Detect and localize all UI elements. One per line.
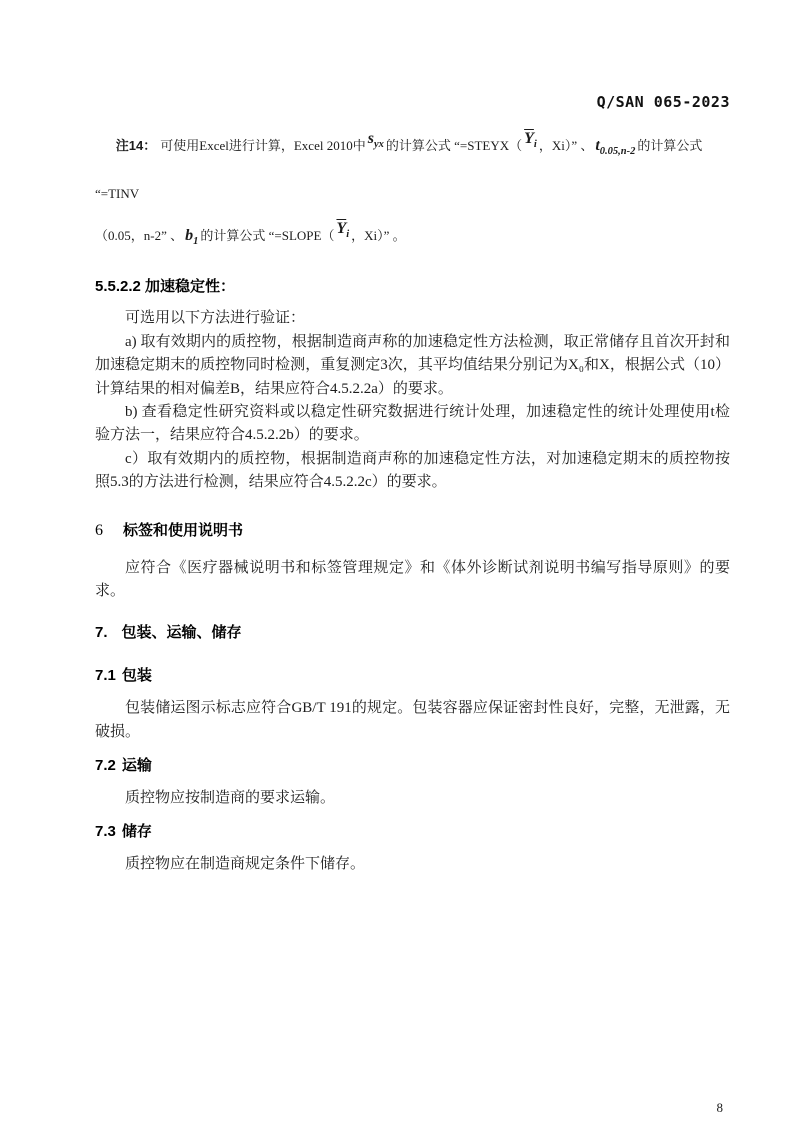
heading-7-3-title: 储存 xyxy=(121,822,152,840)
paragraph-item-a: a) 取有效期内的质控物，根据制造商声称的加速稳定性方法检测，取正常储存且首次开封和加速稳定期末的质控物同时检测，重复测定3次，其平均值结果分别记为X₀和X，根据公式（10）计算结果的相对偏差B，结果应符合4.5.2.2a）的要求。 xyxy=(95,333,730,397)
paragraph-intro-methods: 可选用以下方法进行验证： xyxy=(125,310,306,327)
heading-6-number: 6 xyxy=(95,521,103,539)
note-14-body: 可使用Excel进行计算，Excel 2010中 $s_{yx}$ 的计算公式 “=STEYX（ $\overline{Y}_i$ ，Xi）” 、 $t_{0.05,n-2}$ 的计算公式 “=TINV （0.05，n-2” 、 $b_1$ 的计算公式 “=SLOPE（ $\overline{Y}_i$ ，Xi）” 。 xyxy=(95,130,703,248)
paragraph-section-7-3: 质控物应在制造商规定条件下储存。 xyxy=(125,855,366,872)
heading-7-1-number: 7.1 xyxy=(95,667,116,685)
heading-7-3-number: 7.3 xyxy=(95,822,116,840)
heading-5-5-2-2: 5.5.2.2 加速稳定性： xyxy=(95,278,236,296)
heading-7-1 xyxy=(95,664,730,685)
heading-7-number: 7. xyxy=(95,624,108,642)
note-14-label: 注14： xyxy=(115,138,157,153)
document-number-header: Q/SAN 065-2023 xyxy=(596,93,730,111)
paragraph-item-b: b) 查看稳定性研究资料或以稳定性研究数据进行统计处理，加速稳定性的统计处理使用t检验方法一，结果应符合4.5.2.2b）的要求。 xyxy=(95,404,730,444)
paragraph-section-7-2: 质控物应按制造商的要求运输。 xyxy=(125,790,336,807)
math-variable: $s_{yx}$ xyxy=(367,130,384,151)
math-variable: $\overline{Y}_i$ xyxy=(336,220,350,241)
paragraph-section-7-1: 包装储运图示标志应符合GB/T 191的规定。包装容器应保证密封性良好，完整，无泄露，无破损。 xyxy=(95,700,730,740)
heading-7-3 xyxy=(95,820,730,841)
math-variable: $t_{0.05,n-2}$ xyxy=(595,137,636,158)
paragraph-item-c: c）取有效期内的质控物，根据制造商声称的加速稳定性方法，对加速稳定期末的质控物按照5.3的方法进行检测，结果应符合4.5.2.2c）的要求。 xyxy=(95,450,730,491)
heading-6-title: 标签和使用说明书 xyxy=(123,521,244,539)
heading-7-title: 包装、运输、储存 xyxy=(121,624,242,642)
page-number: 8 xyxy=(716,1100,723,1115)
math-variable: $b_1$ xyxy=(185,227,199,248)
math-variable: $\overline{Y}_i$ xyxy=(524,130,537,151)
heading-7-2 xyxy=(95,754,730,775)
heading-7-2-title: 运输 xyxy=(121,757,152,775)
heading-7-2-number: 7.2 xyxy=(95,757,116,775)
paragraph-section-6: 应符合《医疗器械说明书和标签管理规定》和《体外诊断试剂说明书编写指导原则》的要求。 xyxy=(95,559,730,600)
note-14 xyxy=(95,125,730,263)
heading-7-1-title: 包装 xyxy=(121,667,152,685)
heading-7 xyxy=(95,621,730,642)
heading-6 xyxy=(95,519,730,540)
